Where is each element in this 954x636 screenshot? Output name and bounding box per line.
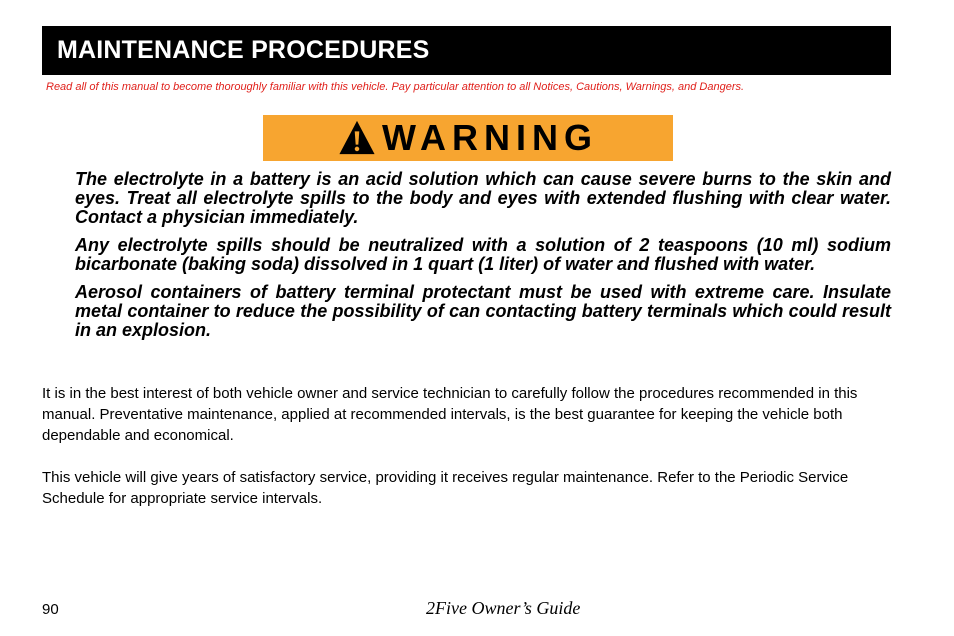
warning-label: WARNING xyxy=(382,117,598,158)
warning-list xyxy=(75,170,891,349)
warning-triangle-icon xyxy=(338,119,376,157)
body-paragraph: This vehicle will give years of satisfactory service, providing it receives regular maintenance. Refer to the Periodic Service Schedule for appropriate service intervals. xyxy=(42,469,849,507)
warning-item: Any electrolyte spills should be neutralized with a solution of 2 teaspoons (10 ml) sodium bicarbonate (baking soda) dissolved in 1 quart (1 liter) of water and flushed with water. xyxy=(75,235,891,274)
page-number: 90 xyxy=(42,601,59,618)
warning-banner xyxy=(263,115,673,161)
warning-item: The electrolyte in a battery is an acid solution which can cause severe burns to the skin and eyes. Treat all electrolyte spills to the body and eyes with extended flushing with clear water. Contact a physician immediately. xyxy=(75,169,891,227)
notice-text: Read all of this manual to become thoroughly familiar with this vehicle. Pay particular attention to all Notices, Cautions, Warnings, and Dangers. xyxy=(46,81,745,93)
guide-title: 2Five Owner’s Guide xyxy=(426,598,581,618)
body-paragraph: It is in the best interest of both vehicle owner and service technician to carefully follow the procedures recommended in this manual. Preventative maintenance, applied at recommended intervals, is the best guarantee for keeping the vehicle both dependable and economical. xyxy=(42,385,858,444)
section-title: MAINTENANCE PROCEDURES xyxy=(57,36,430,64)
warning-item: Aerosol containers of battery terminal protectant must be used with extreme care. Insulate metal container to reduce the possibility of can contacting battery terminals which could result in an explosion. xyxy=(75,282,891,340)
section-header xyxy=(42,26,891,75)
